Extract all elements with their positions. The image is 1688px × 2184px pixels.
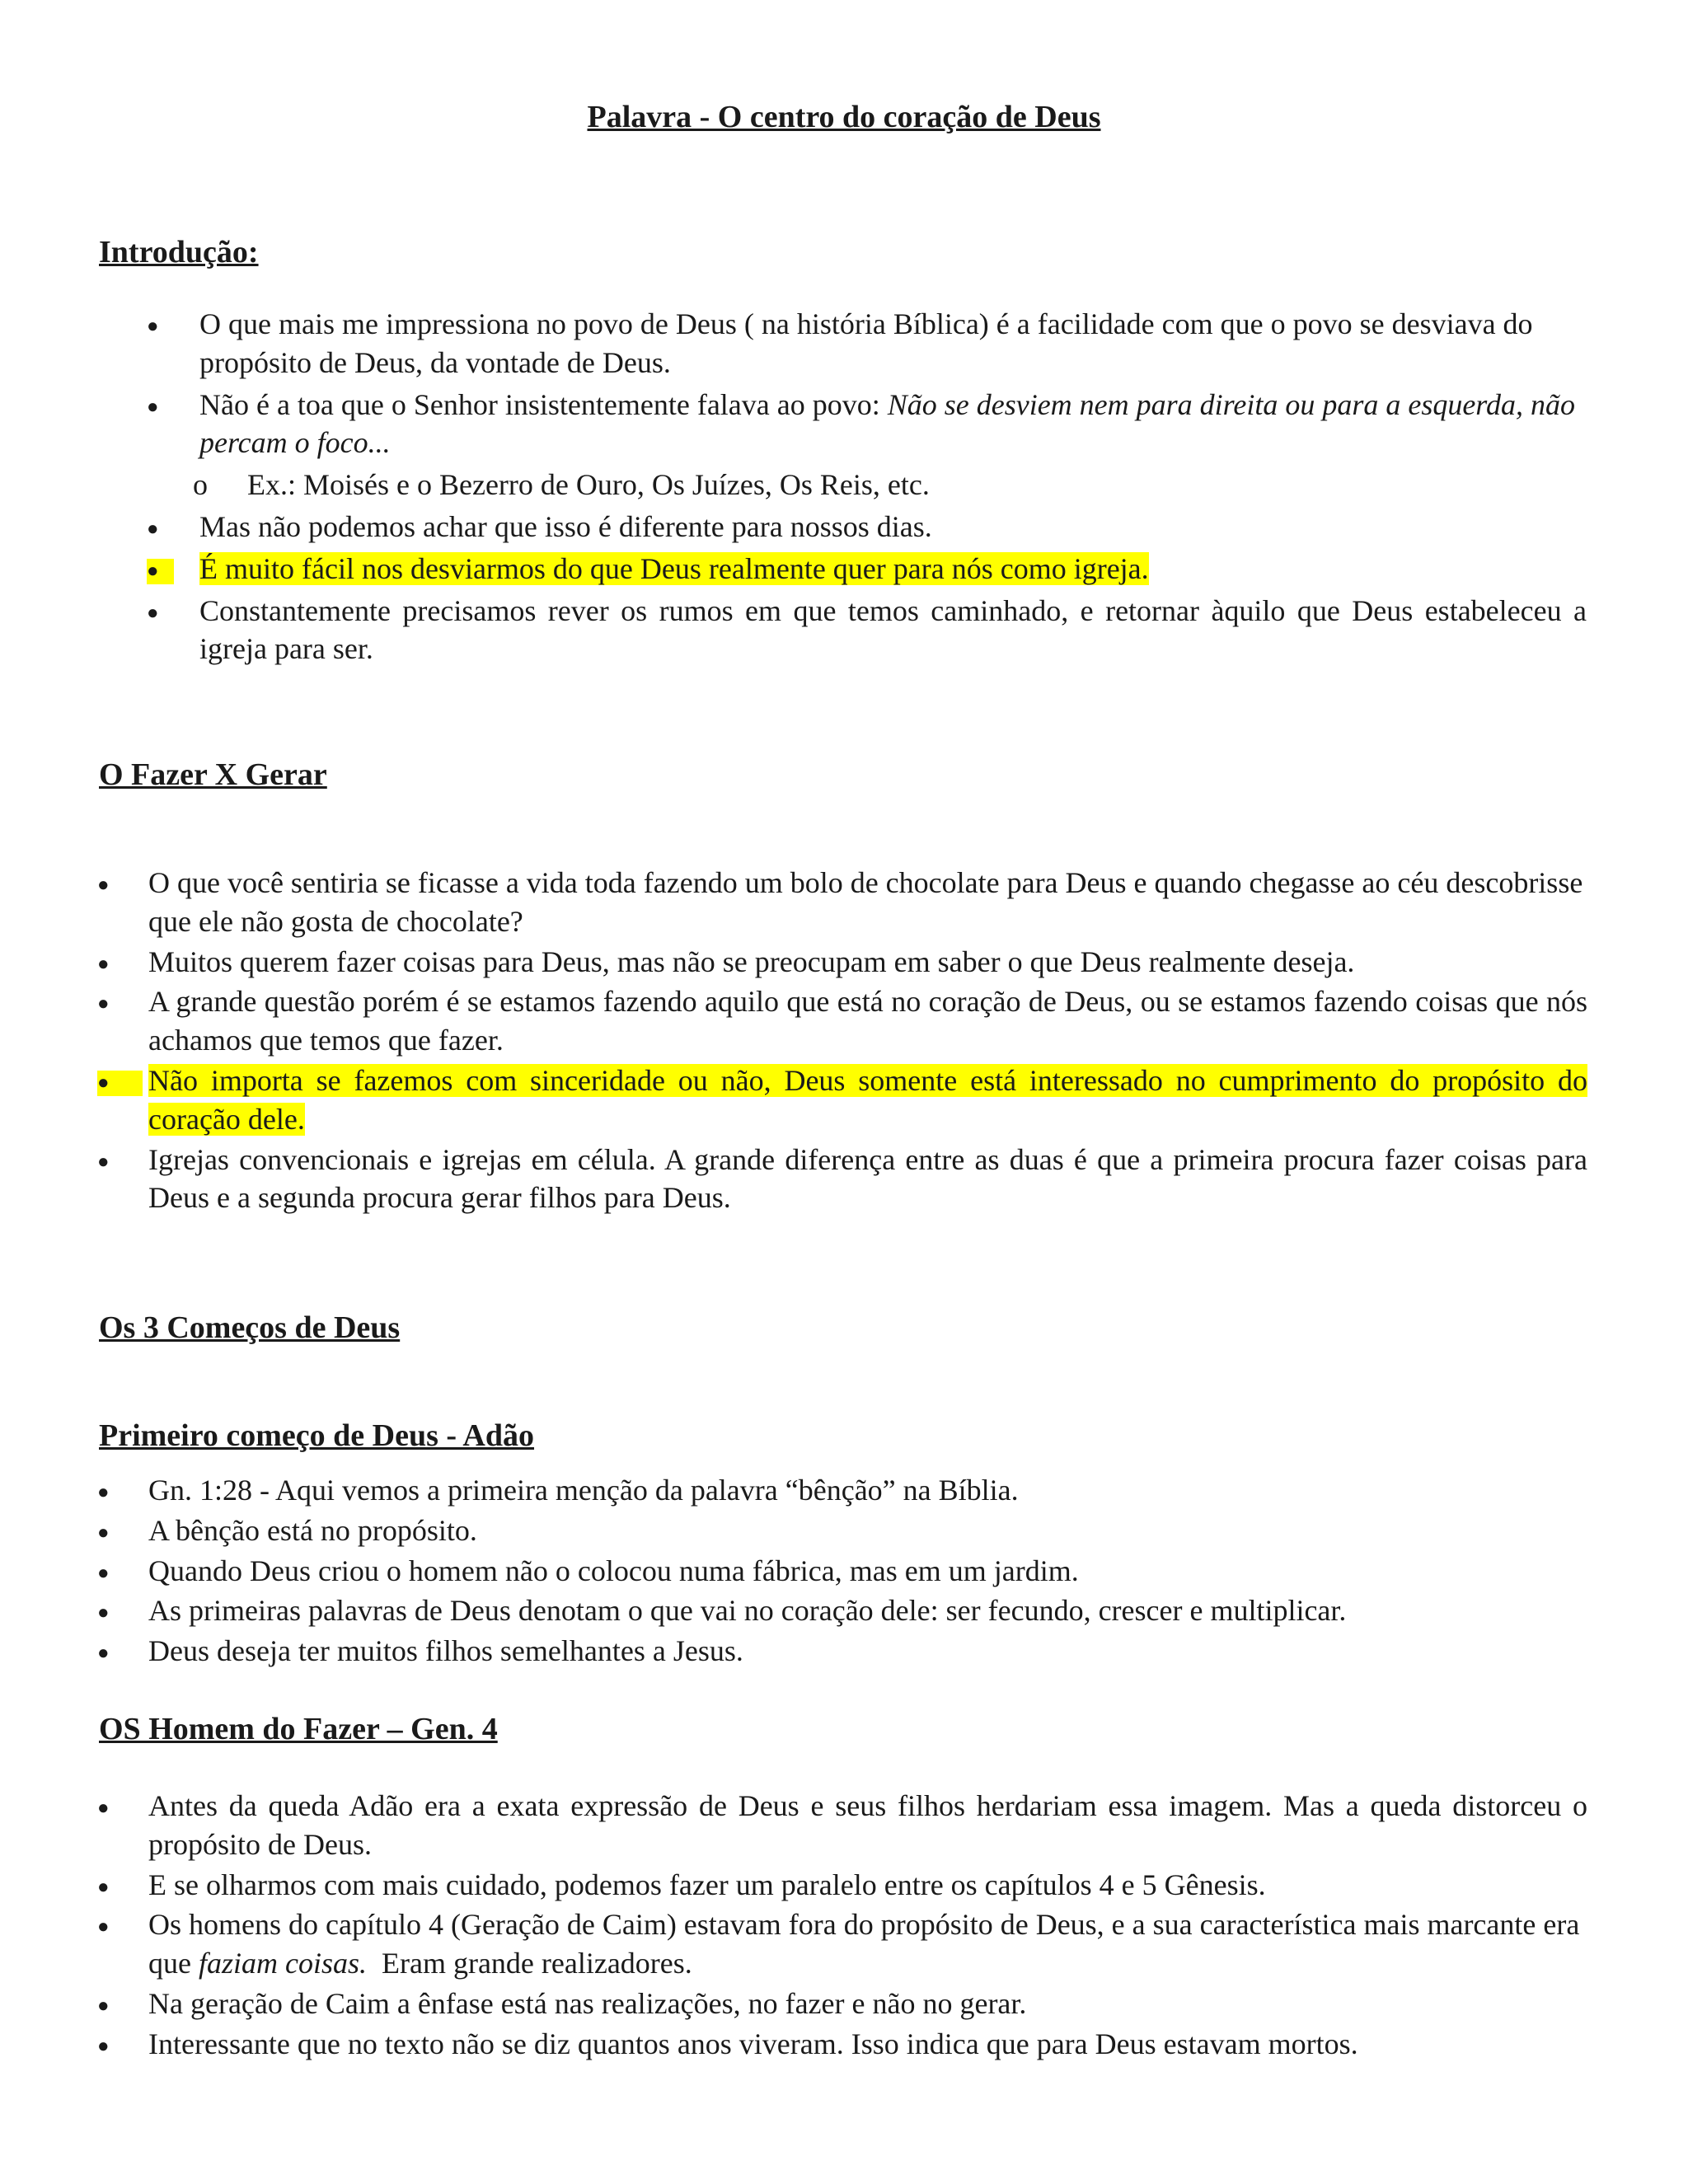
bullet-icon: ● [97, 1482, 110, 1503]
list-item-text: Deus deseja ter muitos filhos semelhantes a Jesus. [148, 1634, 743, 1668]
list-item [97, 1866, 1587, 1905]
list-item [97, 1787, 1587, 1864]
list-item [97, 982, 1587, 1060]
bullet-icon: ● [97, 1643, 110, 1665]
bullet-icon: ● [147, 602, 159, 624]
bullet-icon: ● [97, 874, 110, 896]
fazer-bullet-list [97, 864, 1587, 1219]
italic-quote: Não se desviem nem para direita ou para a esquerda, não percam o foco... [199, 387, 1575, 460]
list-item-text: Igrejas convencionais e igrejas em célula. A grande diferença entre as duas é que a primeira procura fazer coisas para Deus e a segunda procura gerar filhos para Deus. [148, 1142, 1587, 1215]
list-item [97, 1141, 1587, 1218]
list-item-text: Interessante que no texto não se diz quantos anos viveram. Isso indica que para Deus estavam mortos. [148, 2027, 1358, 2060]
bullet-icon: ● [97, 1562, 110, 1584]
highlighted-text: É muito fácil nos desviarmos do que Deus realmente quer para nós como igreja. [199, 551, 1149, 585]
bullet-icon: ● [97, 1797, 110, 1819]
bullet-icon: ● [97, 953, 110, 975]
list-item [148, 386, 1587, 463]
list-item-text: Mas não podemos achar que isso é diferente para nossos dias. [199, 509, 932, 543]
list-item [97, 1985, 1587, 2023]
list-item-text: Muitos querem fazer coisas para Deus, mas não se preocupam em saber o que Deus realmente deseja. [148, 944, 1355, 978]
bullet-icon: ● [147, 559, 174, 584]
list-item [148, 592, 1587, 669]
list-item [97, 1511, 1587, 1550]
list-item-highlighted [148, 550, 1587, 588]
sub-bullet-marker: o [193, 468, 208, 502]
heading-introducao: Introdução: [99, 235, 259, 269]
italic-text: faziam coisas. [198, 1947, 367, 1980]
bullet-icon: ● [97, 1916, 110, 1938]
list-item-text [148, 550, 1587, 588]
bullet-icon: ● [97, 2035, 110, 2057]
list-item-text: Gn. 1:28 - Aqui vemos a primeira menção da palavra “bênção” na Bíblia. [148, 1474, 1019, 1507]
bullet-icon: ● [97, 1994, 110, 2017]
heading-homem-do-fazer: OS Homem do Fazer – Gen. 4 [99, 1712, 498, 1746]
list-item-highlighted [97, 1062, 1587, 1139]
list-item-text-tail: Eram grande realizadores. [367, 1947, 692, 1980]
heading-comecos: Os 3 Começos de Deus [99, 1310, 401, 1345]
list-item-text: Quando Deus criou o homem não o colocou numa fábrica, mas em um jardim. [148, 1554, 1079, 1587]
list-item-text: As primeiras palavras de Deus denotam o que vai no coração dele: ser fecundo, crescer e multiplicar. [148, 1594, 1347, 1628]
list-item-text: Antes da queda Adão era a exata expressão de Deus e seus filhos herdariam essa imagem. Mas a queda distorceu o propósito de Deus. [148, 1789, 1587, 1861]
list-item-text: A grande questão porém é se estamos fazendo aquilo que está no coração de Deus, ou se estamos fazendo coisas que nós achamos que temos que fazer. [148, 985, 1587, 1057]
list-item [97, 1591, 1587, 1630]
list-item [97, 864, 1587, 941]
homem-bullet-list [97, 1787, 1587, 2065]
bullet-icon: ● [97, 1071, 143, 1096]
sub-list-item-text: Ex.: Moisés e o Bezerro de Ouro, Os Juízes, Os Reis, etc. [247, 468, 930, 502]
list-item [97, 1471, 1587, 1510]
bullet-icon: ● [97, 1876, 110, 1898]
list-item [97, 943, 1587, 982]
document-title: Palavra - O centro do coração de Deus [587, 100, 1101, 134]
bullet-icon: ● [97, 1521, 110, 1544]
list-item [97, 1552, 1587, 1591]
bullet-icon: ● [97, 1602, 110, 1624]
list-item [148, 305, 1587, 382]
bullet-icon: ● [147, 518, 159, 540]
bullet-icon: ● [147, 396, 159, 418]
list-item [97, 2025, 1587, 2064]
list-item-text: O que você sentiria se ficasse a vida toda fazendo um bolo de chocolate para Deus e quando chegasse ao céu descobrisse que ele não gosta de chocolate? [148, 866, 1583, 938]
highlighted-text: Não importa se fazemos com sinceridade ou não, Deus somente está interessado no cumprimento do propósito do coração dele. [148, 1063, 1587, 1136]
list-item-text [97, 1905, 1587, 1983]
bullet-icon: ● [147, 316, 159, 337]
list-item-text: Constantemente precisamos rever os rumos em que temos caminhado, e retornar àquilo que Deus estabeleceu a igreja para ser. [199, 593, 1587, 666]
list-item [97, 1905, 1587, 1983]
list-item-text-part: Não é a toa que o Senhor insistentemente falava ao povo: [199, 387, 888, 421]
list-item-text: E se olharmos com mais cuidado, podemos fazer um paralelo entre os capítulos 4 e 5 Gênesis. [148, 1868, 1266, 1901]
bullet-icon: ● [97, 993, 110, 1015]
heading-fazer-gerar: O Fazer X Gerar [99, 757, 327, 792]
list-item-text: O que mais me impressiona no povo de Deus ( na história Bíblica) é a facilidade com que o povo se desviava do propósito de Deus, da vontade de Deus. [199, 307, 1533, 379]
bullet-icon: ● [97, 1151, 110, 1173]
list-item-text [97, 1062, 1587, 1139]
list-item-text [148, 386, 1587, 463]
adao-bullet-list [97, 1471, 1587, 1672]
intro-bullet-list [148, 305, 1587, 672]
list-item [148, 508, 1587, 546]
list-item [97, 1632, 1587, 1671]
sub-list-item [148, 466, 1587, 504]
list-item-text: Na geração de Caim a ênfase está nas realizações, no fazer e não no gerar. [148, 1986, 1027, 2020]
heading-primeiro-comeco: Primeiro começo de Deus - Adão [99, 1418, 535, 1453]
list-item-text: A bênção está no propósito. [148, 1513, 477, 1547]
list-item-text-part: Os homens do capítulo 4 (Geração de Caim) estavam fora do propósito de Deus, e a sua característica mais marcante era que [148, 1908, 1580, 1980]
